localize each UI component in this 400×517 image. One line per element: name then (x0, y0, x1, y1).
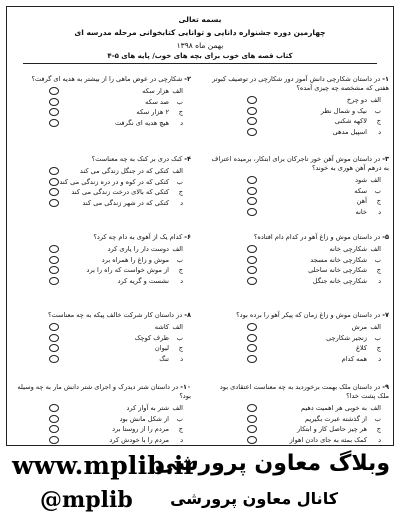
question-number: ۶- (184, 233, 191, 241)
answer-bubble[interactable] (247, 107, 257, 115)
answer-bubble[interactable] (49, 167, 59, 175)
option-letter: الف (172, 404, 183, 412)
option-text: کاشه (154, 323, 169, 331)
option-text: همه کدام (341, 354, 367, 363)
option-letter: ج (178, 344, 183, 352)
answer-bubble[interactable] (247, 256, 257, 264)
option-text: شکارچی خانه جنگل (312, 276, 367, 285)
answer-option[interactable] (211, 117, 389, 128)
question-stem (211, 383, 389, 401)
blog-name: وبلاگ معاون پرورشی (154, 451, 390, 476)
option-text: صد سکه (145, 97, 169, 106)
question-text: در داستان کار شرکت خالف پیکه به چه معناست؟ (47, 311, 183, 319)
option-text: خانه (355, 207, 367, 216)
question-number: ۴- (184, 155, 191, 163)
option-letter: ب (176, 333, 183, 342)
question-2 (13, 75, 191, 129)
website-url: www.mplib.ir (12, 451, 197, 480)
option-letter: ب (176, 97, 183, 106)
option-letter: ج (178, 266, 183, 274)
answer-bubble[interactable] (49, 334, 59, 342)
option-text: هر چیز حاصل کار و ابتکار (297, 425, 367, 433)
option-letter: ب (374, 333, 381, 342)
answer-bubble[interactable] (247, 415, 257, 423)
answer-bubble[interactable] (49, 355, 59, 363)
question-stem (211, 311, 389, 320)
question-stem (13, 75, 191, 84)
answer-options (13, 167, 191, 209)
option-text: هیچ هدیه ای نگرفت (114, 118, 169, 127)
answer-bubble[interactable] (247, 436, 257, 444)
option-letter: د (180, 354, 183, 363)
answer-bubble[interactable] (49, 404, 59, 412)
question-number: ۷- (382, 311, 389, 319)
option-letter: ب (374, 414, 381, 423)
option-text: مردم را با خودش کرد (109, 435, 169, 444)
answer-options (211, 404, 389, 446)
answer-bubble[interactable] (247, 355, 257, 363)
option-letter: الف (172, 323, 183, 331)
answer-bubble[interactable] (247, 404, 257, 412)
option-letter: د (180, 118, 183, 127)
answer-bubble[interactable] (49, 178, 59, 186)
question-8 (13, 311, 191, 365)
answer-option[interactable] (211, 107, 389, 118)
answer-bubble[interactable] (247, 208, 257, 216)
option-letter: ج (178, 108, 183, 116)
answer-option[interactable] (13, 108, 191, 119)
answer-option[interactable] (13, 178, 191, 189)
option-text: تنگ (159, 354, 169, 363)
option-letter: ب (176, 414, 183, 423)
answer-bubble[interactable] (49, 98, 59, 106)
option-letter: ج (178, 188, 183, 196)
answer-option[interactable] (13, 425, 191, 436)
watermark-banner-top (6, 447, 394, 483)
question-text: در داستان موش آهن خور تاجرکان برای ابتکار، برمیده اعتراف به درهم آهن هوری به خوند؟ (211, 155, 389, 172)
answer-bubble[interactable] (247, 176, 257, 184)
answer-option[interactable] (211, 256, 389, 267)
question-7 (211, 311, 389, 365)
answer-bubble[interactable] (49, 108, 59, 116)
answer-option[interactable] (13, 404, 191, 415)
option-letter: ج (376, 425, 381, 433)
answer-bubble[interactable] (49, 415, 59, 423)
option-text: ۲ هزار سکه (136, 108, 169, 116)
answer-bubble[interactable] (49, 425, 59, 433)
answer-bubble[interactable] (247, 323, 257, 331)
option-text: سکه (354, 186, 367, 195)
option-text: کتکی که در جنگل زندگی می کند (79, 167, 169, 175)
question-number: ۱- (382, 75, 389, 83)
option-text: از شکل مانش بود (119, 414, 169, 423)
channel-name: کانال معاون پرورشی (170, 489, 338, 508)
question-text: در داستان موش و زاغ زمان که پیکر آهو را برده بود؟ (236, 311, 381, 319)
answer-option[interactable] (13, 119, 191, 130)
question-number: ۳- (382, 155, 389, 163)
option-text: به خوبی هر اهمیت دهیم (300, 404, 367, 412)
option-letter: ب (176, 177, 183, 186)
question-text: کنک دری بر کنک به چه معناست؟ (91, 155, 183, 163)
question-9 (211, 383, 389, 446)
question-number: ۸- (184, 311, 191, 319)
option-letter: الف (370, 323, 381, 331)
answer-option[interactable] (211, 334, 389, 345)
answer-option[interactable] (211, 96, 389, 107)
question-stem (211, 75, 389, 93)
option-text: شکارچی خانه مسجد (310, 255, 367, 264)
answer-bubble[interactable] (49, 436, 59, 444)
answer-option[interactable] (211, 197, 389, 208)
answer-options (13, 245, 191, 287)
answer-options (211, 323, 389, 365)
answer-option[interactable] (13, 266, 191, 277)
option-text: مردم را از روستا برد (112, 425, 169, 433)
answer-bubble[interactable] (247, 128, 257, 136)
answer-bubble[interactable] (247, 334, 257, 342)
option-text: شتر به آواز کرد (126, 404, 169, 412)
answer-bubble[interactable] (247, 277, 257, 285)
answer-options (211, 245, 389, 287)
option-text: ظرف کوچک (134, 333, 169, 342)
answer-bubble[interactable] (49, 323, 59, 331)
answer-bubble[interactable] (49, 188, 59, 196)
answer-option[interactable] (13, 188, 191, 199)
answer-options (13, 404, 191, 446)
answer-option[interactable] (211, 128, 389, 139)
answer-option[interactable] (13, 256, 191, 267)
question-number: ۱۰- (180, 383, 191, 391)
answer-option[interactable] (211, 245, 389, 256)
option-text: اسپیل مدهی (332, 127, 367, 136)
option-text: کتکی که بالای درخت زندگی می کند (71, 188, 169, 196)
option-text: دوست دار را یاری کرد (107, 245, 169, 253)
option-text: آهن (356, 197, 367, 205)
question-text: در داستان ملک بهمت برخوردید به چه معناست اعتقادی بود ملک پشت خدا؟ (219, 383, 389, 400)
option-text: نشست و گریه کرد (117, 276, 169, 285)
option-letter: ج (376, 197, 381, 205)
answer-option[interactable] (211, 266, 389, 277)
option-letter: د (378, 354, 381, 363)
header-date: بهمن ماه ۱۳۹۸ (176, 41, 224, 50)
option-text: شکارچی خانه (329, 245, 367, 253)
answer-bubble[interactable] (49, 87, 59, 95)
answer-option[interactable] (211, 404, 389, 415)
option-text: لیوان (154, 344, 169, 352)
answer-option[interactable] (211, 415, 389, 426)
question-stem (13, 311, 191, 320)
answer-option[interactable] (211, 208, 389, 219)
answer-option[interactable] (13, 415, 191, 426)
answer-bubble[interactable] (247, 117, 257, 125)
answer-option[interactable] (13, 436, 191, 447)
answer-option[interactable] (13, 199, 191, 210)
question-10 (13, 383, 191, 446)
answer-option[interactable] (211, 355, 389, 366)
option-letter: الف (172, 167, 183, 175)
option-text: شود (355, 176, 367, 184)
option-text: مرش (351, 323, 367, 331)
header-bismillah: بسمه تعالی (178, 15, 222, 24)
answer-option[interactable] (211, 277, 389, 288)
option-letter: ب (176, 255, 183, 264)
option-letter: الف (172, 245, 183, 253)
option-letter: الف (370, 176, 381, 184)
option-letter: الف (370, 404, 381, 412)
option-letter: ب (374, 255, 381, 264)
answer-bubble[interactable] (49, 256, 59, 264)
option-letter: الف (172, 87, 183, 95)
option-letter: ج (376, 344, 381, 352)
option-text: شکارچی خانه ساحلی (308, 266, 367, 274)
option-letter: ب (374, 186, 381, 195)
answer-option[interactable] (211, 187, 389, 198)
option-letter: د (378, 435, 381, 444)
answer-option[interactable] (211, 425, 389, 436)
option-text: نیک و شمال نظر (320, 106, 367, 115)
question-1 (211, 75, 389, 138)
answer-option[interactable] (13, 245, 191, 256)
question-text: در داستان موش و زاغ آهو در کدام دام افتاده؟ (253, 233, 381, 241)
question-text: کدام یک از آهوی به دام چه کرد؟ (93, 233, 183, 241)
option-letter: د (180, 276, 183, 285)
header-festival-title: چهارمین دوره جشنواره دانایی و توانایی کتابخوانی مرحله مدرسه ای (74, 28, 326, 37)
answer-option[interactable] (13, 323, 191, 334)
option-letter: د (180, 198, 183, 207)
answer-options (211, 96, 389, 138)
option-text: کلاغ (355, 344, 367, 352)
answer-bubble[interactable] (247, 187, 257, 195)
answer-bubble[interactable] (49, 199, 59, 207)
answer-bubble[interactable] (247, 344, 257, 352)
option-text: هزار سکه (142, 87, 169, 95)
question-text: در داستان شتر دیدرک و اجرای شتر دانش مار به چه وسیله بود؟ (17, 383, 191, 400)
question-4 (13, 155, 191, 209)
answer-option[interactable] (13, 344, 191, 355)
header-book-title: کتاب قصه های خوب برای بچه های خوب/ پایه های ۵-۴ (23, 52, 377, 64)
answer-bubble[interactable] (49, 245, 59, 253)
channel-handle: @mplib (40, 487, 133, 513)
option-letter: ب (374, 106, 381, 115)
answer-bubble[interactable] (49, 277, 59, 285)
question-number: ۹- (382, 383, 389, 391)
answer-option[interactable] (211, 344, 389, 355)
answer-option[interactable] (13, 355, 191, 366)
answer-bubble[interactable] (49, 344, 59, 352)
answer-options (211, 176, 389, 218)
question-text: در داستان شکارچی دانش آموز دور شکارچی در توصیف کبوتر هفتی که مشخصه چه چیزی آمده؟ (212, 75, 389, 92)
answer-bubble[interactable] (49, 266, 59, 274)
answer-bubble[interactable] (247, 96, 257, 104)
option-letter: د (180, 435, 183, 444)
option-text: از موش خواست که راه را برد (86, 266, 169, 274)
option-letter: د (378, 276, 381, 285)
answer-option[interactable] (13, 87, 191, 98)
answer-option[interactable] (211, 323, 389, 334)
watermark-banner-bottom (0, 485, 400, 515)
option-letter: د (378, 127, 381, 136)
option-letter: الف (370, 245, 381, 253)
question-number: ۵- (382, 233, 389, 241)
option-text: دو چرخ (346, 96, 367, 104)
option-text: کتکی که در شهر زندگی می کند (82, 198, 169, 207)
question-stem (211, 233, 389, 242)
answer-option[interactable] (13, 277, 191, 288)
answer-bubble[interactable] (49, 119, 59, 127)
answer-bubble[interactable] (247, 197, 257, 205)
question-stem (211, 155, 389, 173)
option-letter: الف (370, 96, 381, 104)
option-text: لاکهه شکنی (334, 117, 367, 125)
option-text: موش و زاغ را همراه برد (101, 255, 169, 264)
answer-option[interactable] (13, 334, 191, 345)
option-letter: ج (376, 117, 381, 125)
option-text: کتکی که در کوه و در دره زندگی می کند (59, 177, 169, 186)
exam-sheet (6, 6, 394, 446)
answer-bubble[interactable] (247, 266, 257, 274)
question-6 (13, 233, 191, 287)
answer-bubble[interactable] (247, 245, 257, 253)
answer-options (13, 87, 191, 129)
answer-options (13, 323, 191, 365)
option-text: زنجیر شکارچی (326, 333, 367, 342)
answer-option[interactable] (211, 436, 389, 447)
question-stem (13, 155, 191, 164)
exam-header (7, 7, 393, 71)
option-letter: ج (178, 425, 183, 433)
option-text: از گذشته عبرت بگیریم (304, 414, 367, 423)
answer-option[interactable] (211, 176, 389, 187)
answer-option[interactable] (13, 167, 191, 178)
option-text: کمک بمثه به جای دادن اهواز (289, 435, 367, 444)
question-stem (13, 383, 191, 401)
answer-bubble[interactable] (247, 425, 257, 433)
question-5 (211, 233, 389, 287)
question-text: شکارچی در عوض ماهی را از بیشتر به هدیه ای گرفت؟ (31, 75, 183, 83)
question-stem (13, 233, 191, 242)
option-letter: ج (376, 266, 381, 274)
answer-option[interactable] (13, 98, 191, 109)
question-number: ۲- (184, 75, 191, 83)
question-3 (211, 155, 389, 218)
option-letter: د (378, 207, 381, 216)
